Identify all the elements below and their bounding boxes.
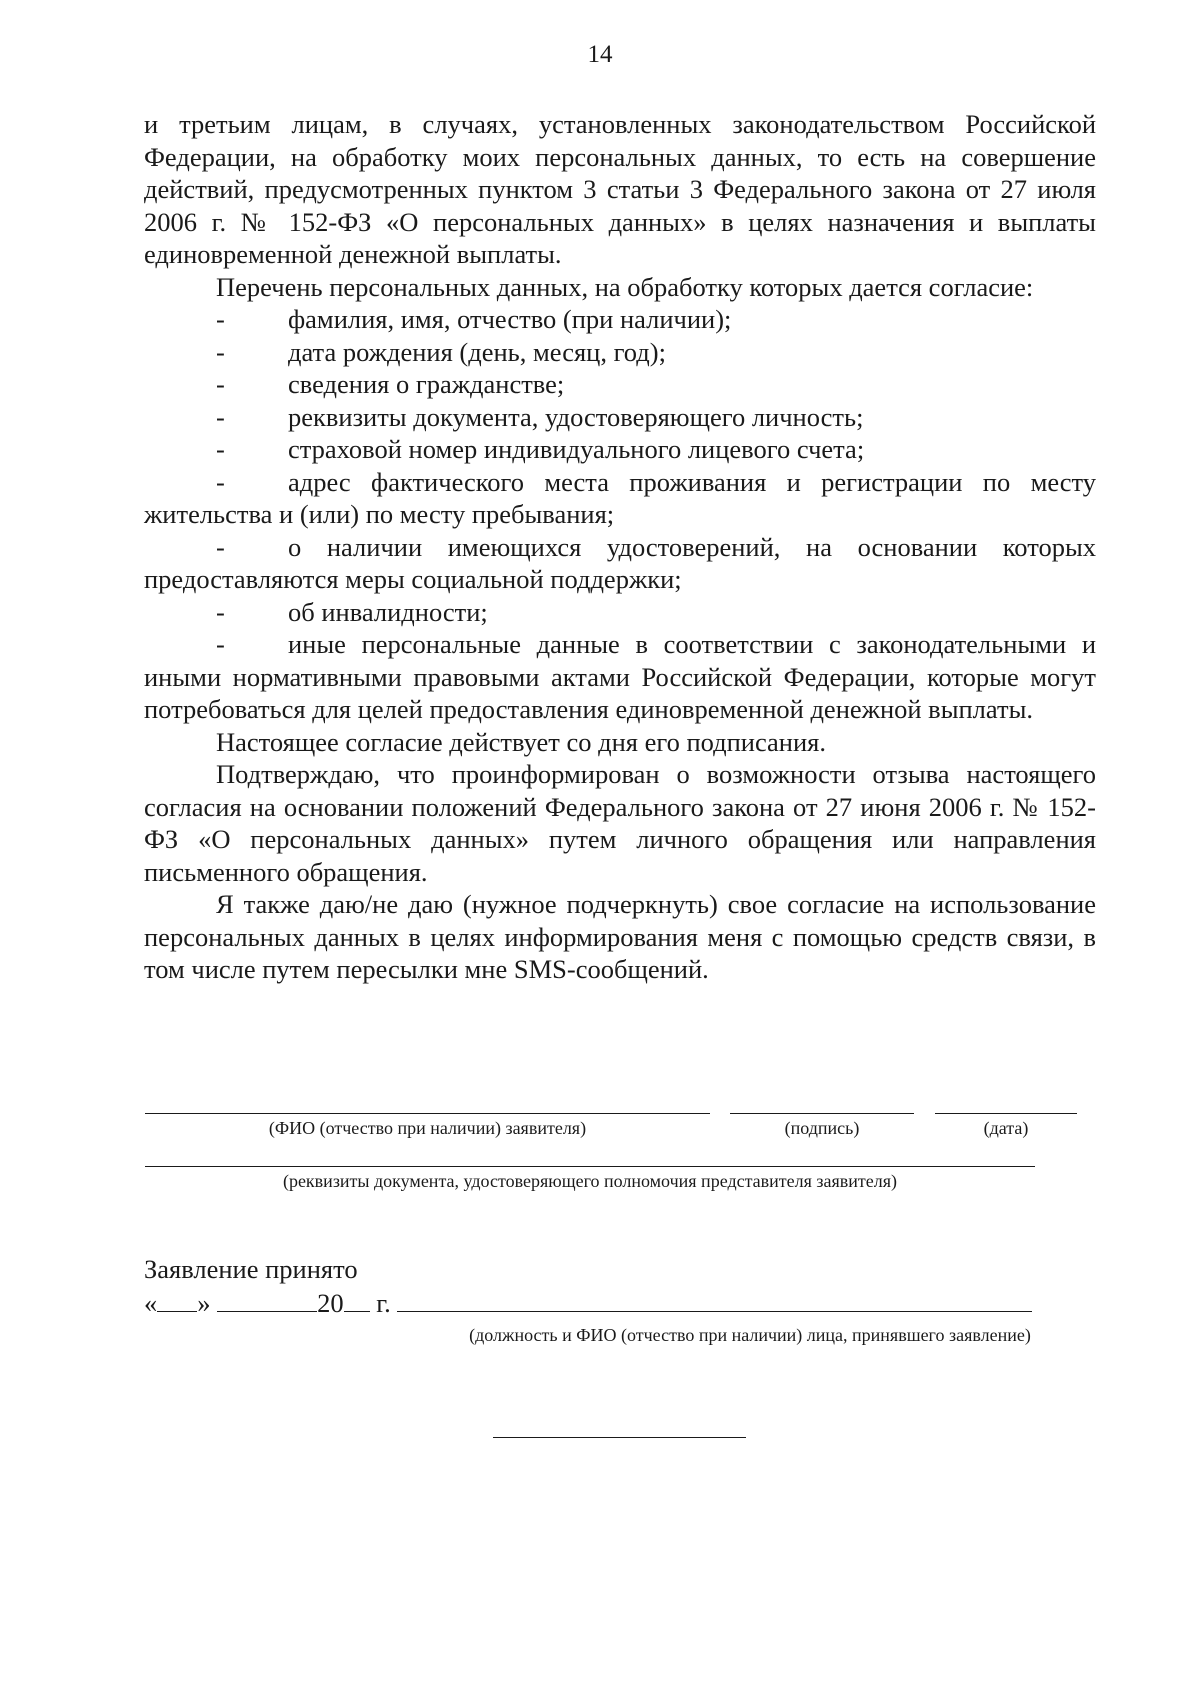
closing-separator-line xyxy=(493,1437,746,1438)
list-item-text: сведения о гражданстве; xyxy=(288,369,565,399)
day-blank xyxy=(157,1287,197,1312)
list-item-text: о наличии имеющихся удостоверений, на основании которых предоставляются меры социальной поддержки; xyxy=(144,531,1096,594)
paragraph-validity: Настоящее согласие действует со дня его подписания. xyxy=(216,726,826,757)
year-suffix: г. xyxy=(376,1288,391,1318)
document-body xyxy=(144,108,1096,986)
open-quote: « xyxy=(144,1288,158,1318)
page-number: 14 xyxy=(587,41,613,68)
list-item xyxy=(144,628,1096,726)
fio-signature-line xyxy=(145,1113,710,1114)
list-item xyxy=(144,433,1096,466)
representative-document-caption: (реквизиты документа, удостоверяющего полномочия представителя заявителя) xyxy=(282,1171,898,1191)
acceptance-date-row xyxy=(144,1287,1032,1319)
list-item-text: фамилия, имя, отчество (при наличии); xyxy=(288,304,732,334)
list-item xyxy=(144,531,1096,596)
list-item xyxy=(144,368,1096,401)
fio-caption: (ФИО (отчество при наличии) заявителя) xyxy=(268,1118,587,1138)
list-item-text: реквизиты документа, удостоверяющего личность; xyxy=(288,401,864,432)
acceptor-blank xyxy=(397,1287,1032,1312)
list-item xyxy=(144,401,1096,434)
list-dash: - xyxy=(216,629,225,659)
list-dash: - xyxy=(216,596,225,627)
close-quote: » xyxy=(197,1288,211,1318)
list-item-text: страховой номер индивидуального лицевого счета; xyxy=(288,434,865,464)
list-dash: - xyxy=(216,304,225,334)
list-dash: - xyxy=(216,531,225,562)
list-dash: - xyxy=(216,336,225,367)
list-dash: - xyxy=(216,434,225,464)
month-blank xyxy=(217,1287,317,1312)
paragraph-revocation: Подтверждаю, что проинформирован о возможности отзыва настоящего согласия на основании положений Федерального закона от 27 июня 2006 г. № 152-ФЗ «О персональных данных» путем личного обращения или направления письменного обращения. xyxy=(144,759,1096,887)
list-dash: - xyxy=(216,466,225,497)
signature-line xyxy=(730,1113,914,1114)
list-item xyxy=(144,303,1096,336)
list-item xyxy=(144,596,1096,629)
date-line xyxy=(935,1113,1077,1114)
year-prefix: 20 xyxy=(317,1288,344,1318)
list-dash: - xyxy=(216,369,225,399)
paragraph-data-list-intro: Перечень персональных данных, на обработку которых дается согласие: xyxy=(216,271,1034,302)
list-item xyxy=(144,466,1096,531)
acceptance-title: Заявление принято xyxy=(144,1254,358,1284)
year-blank xyxy=(344,1287,370,1312)
list-item-text: иные персональные данные в соответствии с законодательными и иными нормативными правовыми актами Российской Федерации, которые могут потребоваться для целей предоставления единовременной денежной выплаты. xyxy=(144,629,1096,724)
signature-caption: (подпись) xyxy=(784,1118,860,1138)
date-caption: (дата) xyxy=(983,1118,1029,1138)
acceptor-caption: (должность и ФИО (отчество при наличии) лица, принявшего заявление) xyxy=(469,1325,1031,1345)
representative-document-line xyxy=(145,1166,1035,1167)
list-item xyxy=(144,336,1096,369)
paragraph-sms-consent: Я также даю/не даю (нужное подчеркнуть) свое согласие на использование персональных данных в целях информирования меня с помощью средств связи, в том числе путем пересылки мне SMS-сообщений. xyxy=(144,889,1096,984)
list-item-text: дата рождения (день, месяц, год); xyxy=(288,336,666,367)
paragraph-consent-continuation: и третьим лицам, в случаях, установленных законодательством Российской Федерации, на обработку моих персональных данных, то есть на совершение действий, предусмотренных пунктом 3 статьи 3 Федерального закона от 27 июля 2006 г. № 152-ФЗ «О персональных данных» в целях назначения и выплаты единовременной денежной выплаты. xyxy=(144,109,1096,269)
list-dash: - xyxy=(216,401,225,432)
list-item-text: адрес фактического места проживания и регистрации по месту жительства и (или) по месту пребывания; xyxy=(144,466,1096,529)
list-item-text: об инвалидности; xyxy=(288,596,488,627)
